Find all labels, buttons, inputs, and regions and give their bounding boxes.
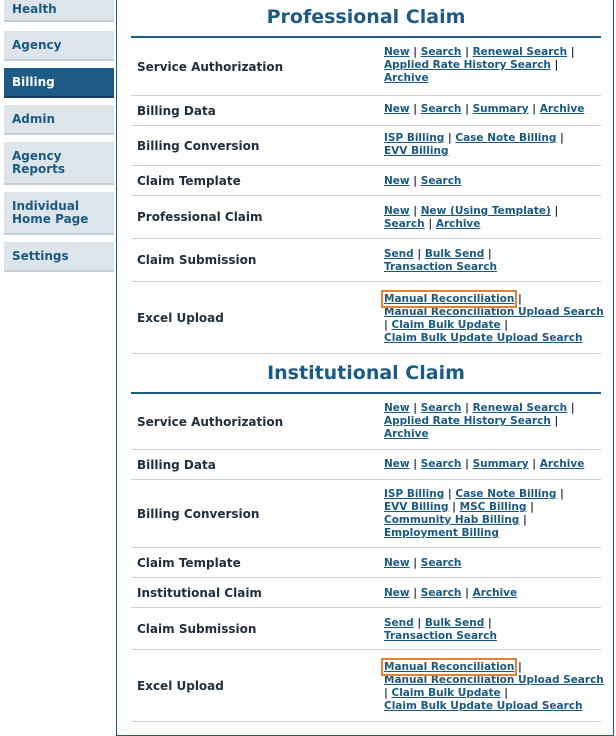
row-label: Professional Claim [137,210,263,224]
link-bulk-send[interactable]: Bulk Send [424,617,485,629]
row-links [384,205,598,231]
link-separator: | [522,514,527,526]
link-manual-reconciliation-upload-search[interactable]: Manual Reconciliation Upload Search [384,306,604,318]
link-separator: | [413,205,418,217]
row-claim-submission [131,239,601,282]
row-label: Claim Submission [137,253,257,267]
link-separator: | [465,402,469,414]
link-renewal-search[interactable]: Renewal Search [472,46,568,58]
row-claim-submission [131,608,601,650]
link-send[interactable]: Send [384,248,414,260]
row-links [384,458,598,471]
section-title-institutional: Institutional Claim [267,362,465,384]
link-case-note-billing[interactable]: Case Note Billing [455,132,557,144]
row-links [384,488,598,540]
row-links [384,46,598,85]
link-manual-reconciliation[interactable]: Manual Reconciliation [384,661,515,673]
link-separator: | [452,501,456,513]
link-renewal-search[interactable]: Renewal Search [472,402,568,414]
nav-item-admin[interactable] [4,105,114,135]
link-search[interactable]: Search [420,587,462,599]
link-separator: | [413,557,418,569]
row-links [384,587,598,600]
row-label: Billing Conversion [137,138,260,153]
nav-item-agency[interactable] [4,31,114,61]
row-links [384,248,598,274]
row-label: Claim Submission [137,621,257,636]
link-search[interactable]: Search [384,218,425,230]
link-evv-billing[interactable]: EVV Billing [384,145,449,157]
link-new-using-template[interactable]: New (Using Template) [420,205,551,217]
link-claim-bulk-update-upload-search[interactable]: Claim Bulk Update Upload Search [384,700,583,712]
link-archive[interactable]: Archive [384,72,429,84]
row-professional-claim [131,196,601,239]
link-archive[interactable]: Archive [472,587,518,599]
link-claim-bulk-update-upload-search[interactable]: Claim Bulk Update Upload Search [384,332,583,344]
link-separator: | [413,458,418,470]
link-search[interactable]: Search [420,557,462,569]
link-separator: | [554,59,559,71]
link-separator: | [413,402,418,414]
row-label: Service Authorization [137,59,284,74]
row-links [384,402,598,441]
link-manual-reconciliation[interactable]: Manual Reconciliation [384,293,515,305]
link-claim-bulk-update[interactable]: Claim Bulk Update [391,687,501,699]
link-isp-billing[interactable]: ISP Billing [384,488,445,500]
main-panel [116,0,614,736]
link-separator: | [465,103,469,115]
link-separator: | [554,205,559,217]
nav-item-label: Individual Home Page [12,198,89,226]
link-separator: | [413,103,418,115]
link-new[interactable]: New [384,46,410,58]
link-separator: | [518,661,522,673]
nav-item-individual-home-page[interactable] [4,192,114,235]
link-separator: | [413,175,418,187]
link-separator: | [447,488,452,500]
row-label: Excel Upload [137,310,224,325]
nav-item-label: Agency [12,37,62,52]
link-msc-billing[interactable]: MSC Billing [459,501,527,513]
link-new[interactable]: New [384,175,410,187]
link-separator: | [570,402,575,414]
link-archive[interactable]: Archive [384,428,429,440]
row-links [384,175,598,188]
link-summary[interactable]: Summary [472,103,529,115]
row-label: Institutional Claim [137,585,262,600]
link-search[interactable]: Search [420,458,462,470]
row-label: Billing Data [137,457,216,472]
row-label: Claim Template [137,555,241,570]
row-label: Service Authorization [137,414,284,429]
link-case-note-billing[interactable]: Case Note Billing [455,488,557,500]
link-search[interactable]: Search [420,175,462,187]
link-community-hab-billing[interactable]: Community Hab Billing [384,514,520,526]
link-separator: | [532,458,537,470]
nav-item-label: Admin [12,111,56,126]
link-manual-reconciliation-upload-search[interactable]: Manual Reconciliation Upload Search [384,674,604,686]
row-links [384,557,598,570]
row-billing-data [131,450,601,480]
link-separator: | [465,458,469,470]
row-claim-template [131,166,601,196]
link-separator: | [465,587,469,599]
left-nav [0,0,116,736]
link-applied-rate-history-search[interactable]: Applied Rate History Search [384,415,551,427]
link-archive[interactable]: Archive [539,458,585,470]
row-links [384,103,598,116]
nav-item-label: Settings [12,248,69,263]
nav-item-label: Billing [12,74,55,89]
row-label: Billing Data [137,103,216,118]
link-bulk-send[interactable]: Bulk Send [424,248,485,260]
link-separator: | [487,617,492,629]
row-label: Excel Upload [137,678,224,693]
link-isp-billing[interactable]: ISP Billing [384,132,445,144]
row-billing-conversion [131,480,601,548]
link-archive[interactable]: Archive [539,103,585,115]
row-label: Claim Template [137,173,241,188]
nav-item-settings[interactable] [4,242,114,272]
link-separator: | [384,687,388,699]
link-separator: | [384,319,388,331]
row-label: Billing Conversion [137,506,260,521]
row-links [384,293,604,345]
link-separator: | [428,218,433,230]
link-separator: | [447,132,452,144]
link-separator: | [570,46,575,58]
link-search[interactable]: Search [420,103,462,115]
link-applied-rate-history-search[interactable]: Applied Rate History Search [384,59,551,71]
link-separator: | [560,132,564,144]
nav-item-health[interactable] [4,0,114,22]
link-new[interactable]: New [384,205,410,217]
row-billing-data [131,96,601,126]
row-institutional-claim [131,578,601,608]
link-new[interactable]: New [384,587,410,599]
row-excel-upload [131,282,604,354]
link-new[interactable]: New [384,458,410,470]
link-separator: | [465,46,469,58]
link-separator: | [532,103,537,115]
link-search[interactable]: Search [420,46,462,58]
section-title-professional: Professional Claim [266,6,466,28]
link-separator: | [413,587,418,599]
link-summary[interactable]: Summary [472,458,529,470]
link-separator: | [504,687,509,699]
link-separator: | [518,293,522,305]
link-separator: | [413,46,418,58]
row-links [384,661,604,713]
link-transaction-search[interactable]: Transaction Search [384,630,497,642]
nav-item-label: Health [12,1,57,16]
link-archive[interactable]: Archive [435,218,481,230]
link-separator: | [530,501,534,513]
link-transaction-search[interactable]: Transaction Search [384,261,497,273]
nav-item-billing[interactable] [4,68,114,98]
row-links [384,617,598,643]
link-evv-billing[interactable]: EVV Billing [384,501,449,513]
row-links [384,132,598,158]
link-employment-billing[interactable]: Employment Billing [384,527,499,539]
row-claim-template [131,548,601,578]
row-service-authorization [131,38,601,96]
row-service-authorization [131,394,601,450]
link-new[interactable]: New [384,402,410,414]
nav-item-agency-reports[interactable] [4,142,114,185]
link-separator: | [554,415,559,427]
row-billing-conversion [131,126,601,166]
link-separator: | [487,248,492,260]
link-separator: | [417,248,422,260]
link-new[interactable]: New [384,557,410,569]
link-claim-bulk-update[interactable]: Claim Bulk Update [391,319,501,331]
link-search[interactable]: Search [420,402,462,414]
row-excel-upload [131,650,604,722]
link-separator: | [417,617,422,629]
link-send[interactable]: Send [384,617,414,629]
link-separator: | [560,488,564,500]
link-separator: | [504,319,509,331]
nav-item-label: Agency Reports [12,148,66,176]
link-new[interactable]: New [384,103,410,115]
